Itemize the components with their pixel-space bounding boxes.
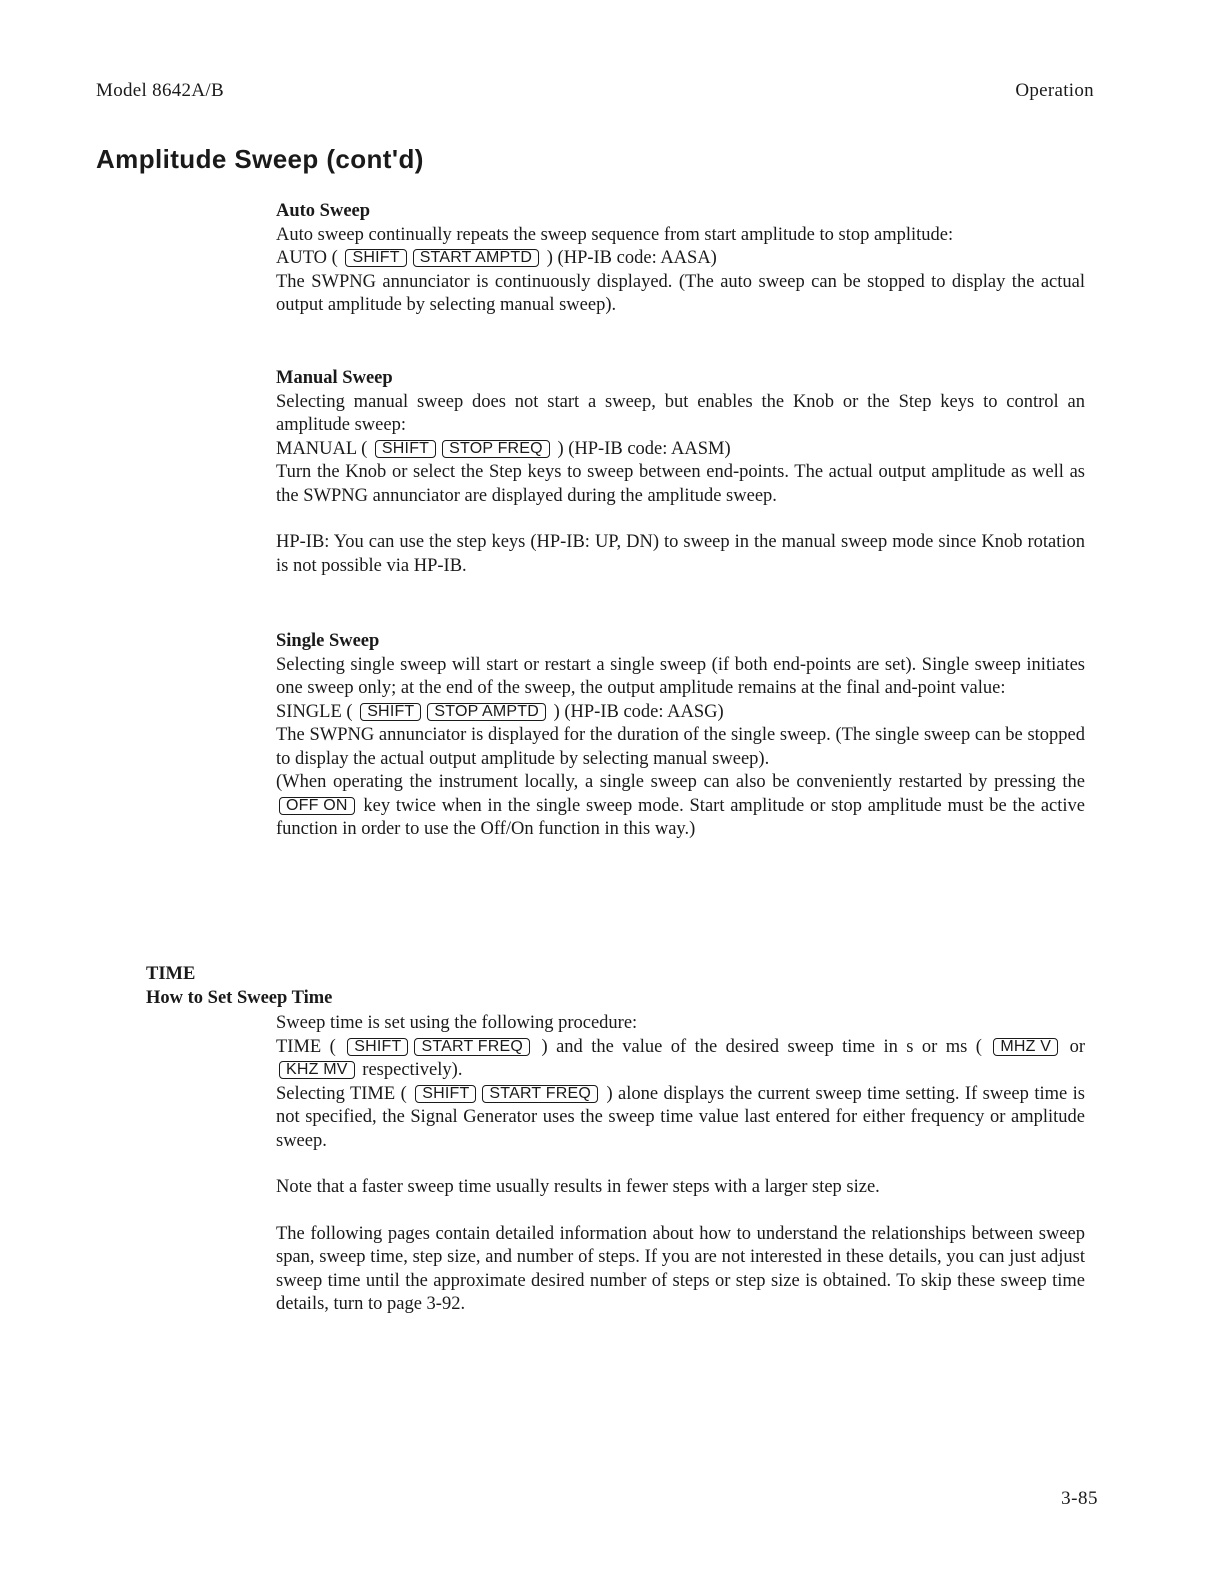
single-cmd-code: ) (HP-IB code: AASG) [548,701,724,722]
time-display-start: Selecting TIME ( [276,1083,413,1104]
auto-cmd-code: ) (HP-IB code: AASA) [542,248,717,268]
time-display-end: ) alone displays the current sweep time setting. If sweep time is not specified, the Signal Generator uses the sweep time value last entered for either frequency or amplitude sweep. [276,1083,1085,1151]
manual-sweep-block [276,367,1085,578]
section-title: Amplitude Sweep (cont'd) [96,144,424,174]
time-faster-note: Note that a faster sweep time usually results in fewer steps with a larger step size. [276,1177,880,1197]
time-intro: Sweep time is set using the following procedure: [276,1013,638,1033]
shift-key: SHIFT [360,703,421,721]
single-cmd-label: SINGLE ( [276,701,358,722]
shift-key: SHIFT [375,440,436,458]
off-on-key: OFF ON [279,797,355,815]
time-block [276,1012,1085,1317]
page-number: 3-85 [1061,1488,1098,1509]
stop-amptd-key: STOP AMPTD [427,703,546,721]
time-command [276,1036,1085,1083]
time-cmd-text: ) and the value of the desired sweep time in s or ms ( [533,1036,991,1057]
single-sweep-heading: Single Sweep [276,631,380,651]
time-cmd-or: or [1061,1036,1085,1057]
single-sweep-block [276,630,1085,842]
header-model: Model 8642A/B [96,80,224,101]
manual-sweep-note: Turn the Knob or select the Step keys to sweep between end-points. The actual output amplitude as well as the SWPNG annunciator are displayed during the amplitude sweep. [276,462,1085,506]
auto-sweep-note: The SWPNG annunciator is continuously displayed. (The auto sweep can be stopped to display the actual output amplitude by selecting manual sweep). [276,271,1085,315]
header-section: Operation [1015,80,1094,101]
manual-sweep-hpib: HP-IB: You can use the step keys (HP-IB: UP, DN) to sweep in the manual sweep mode since Knob rotation is not possible via HP-IB. [276,532,1085,576]
single-sweep-note: The SWPNG annunciator is displayed for the duration of the single sweep. (The single sweep can be stopped to display the actual output amplitude by selecting manual sweep). [276,725,1085,769]
shift-key: SHIFT [345,249,406,267]
start-amptd-key: START AMPTD [413,249,539,267]
time-cmd-label: TIME ( [276,1036,345,1057]
time-subheading: How to Set Sweep Time [146,988,333,1008]
single-sweep-local-note [276,771,1085,842]
auto-sweep-heading: Auto Sweep [276,201,371,221]
time-cmd-end: respectively). [357,1060,463,1080]
shift-key: SHIFT [415,1085,476,1103]
local-note-start: (When operating the instrument locally, a single sweep can also be conveniently restarted by pressing the [276,772,1085,792]
manual-sweep-command [276,438,1085,462]
time-details-note: The following pages contain detailed information about how to understand the relationships between sweep span, sweep time, step size, and number of steps. If you are not interested in these details, you can just adjust sweep time until the approximate desired number of steps or step size is obtained. To skip these sweep time details, turn to page 3-92. [276,1223,1085,1314]
shift-key: SHIFT [347,1038,408,1056]
time-label: TIME [146,964,196,984]
stop-freq-key: STOP FREQ [442,440,550,458]
local-note-end: key twice when in the single sweep mode. Start amplitude or stop amplitude must be the active function in order to use the Off/On function in this way.) [276,795,1085,839]
manual-sweep-heading: Manual Sweep [276,368,393,388]
time-display-note [276,1083,1085,1154]
auto-sweep-intro: Auto sweep continually repeats the sweep sequence from start amplitude to stop amplitude: [276,224,954,245]
manual-sweep-intro: Selecting manual sweep does not start a sweep, but enables the Knob or the Step keys to control an amplitude sweep: [276,391,1085,435]
auto-sweep-command [276,247,1085,271]
single-sweep-intro: Selecting single sweep will start or restart a single sweep (if both end-points are set). Single sweep initiates one sweep only; at the end of the sweep, the output amplitude remains at the final and-point value: [276,654,1085,698]
mhz-v-key: MHZ V [993,1038,1058,1056]
manual-cmd-code: ) (HP-IB code: AASM) [552,438,731,459]
start-freq-key: START FREQ [414,1038,530,1056]
auto-sweep-block [276,200,1085,318]
khz-mv-key: KHZ MV [279,1061,355,1079]
auto-cmd-label: AUTO ( [276,248,343,268]
single-sweep-command [276,701,1085,725]
manual-cmd-label: MANUAL ( [276,438,372,459]
start-freq-key: START FREQ [482,1085,598,1103]
